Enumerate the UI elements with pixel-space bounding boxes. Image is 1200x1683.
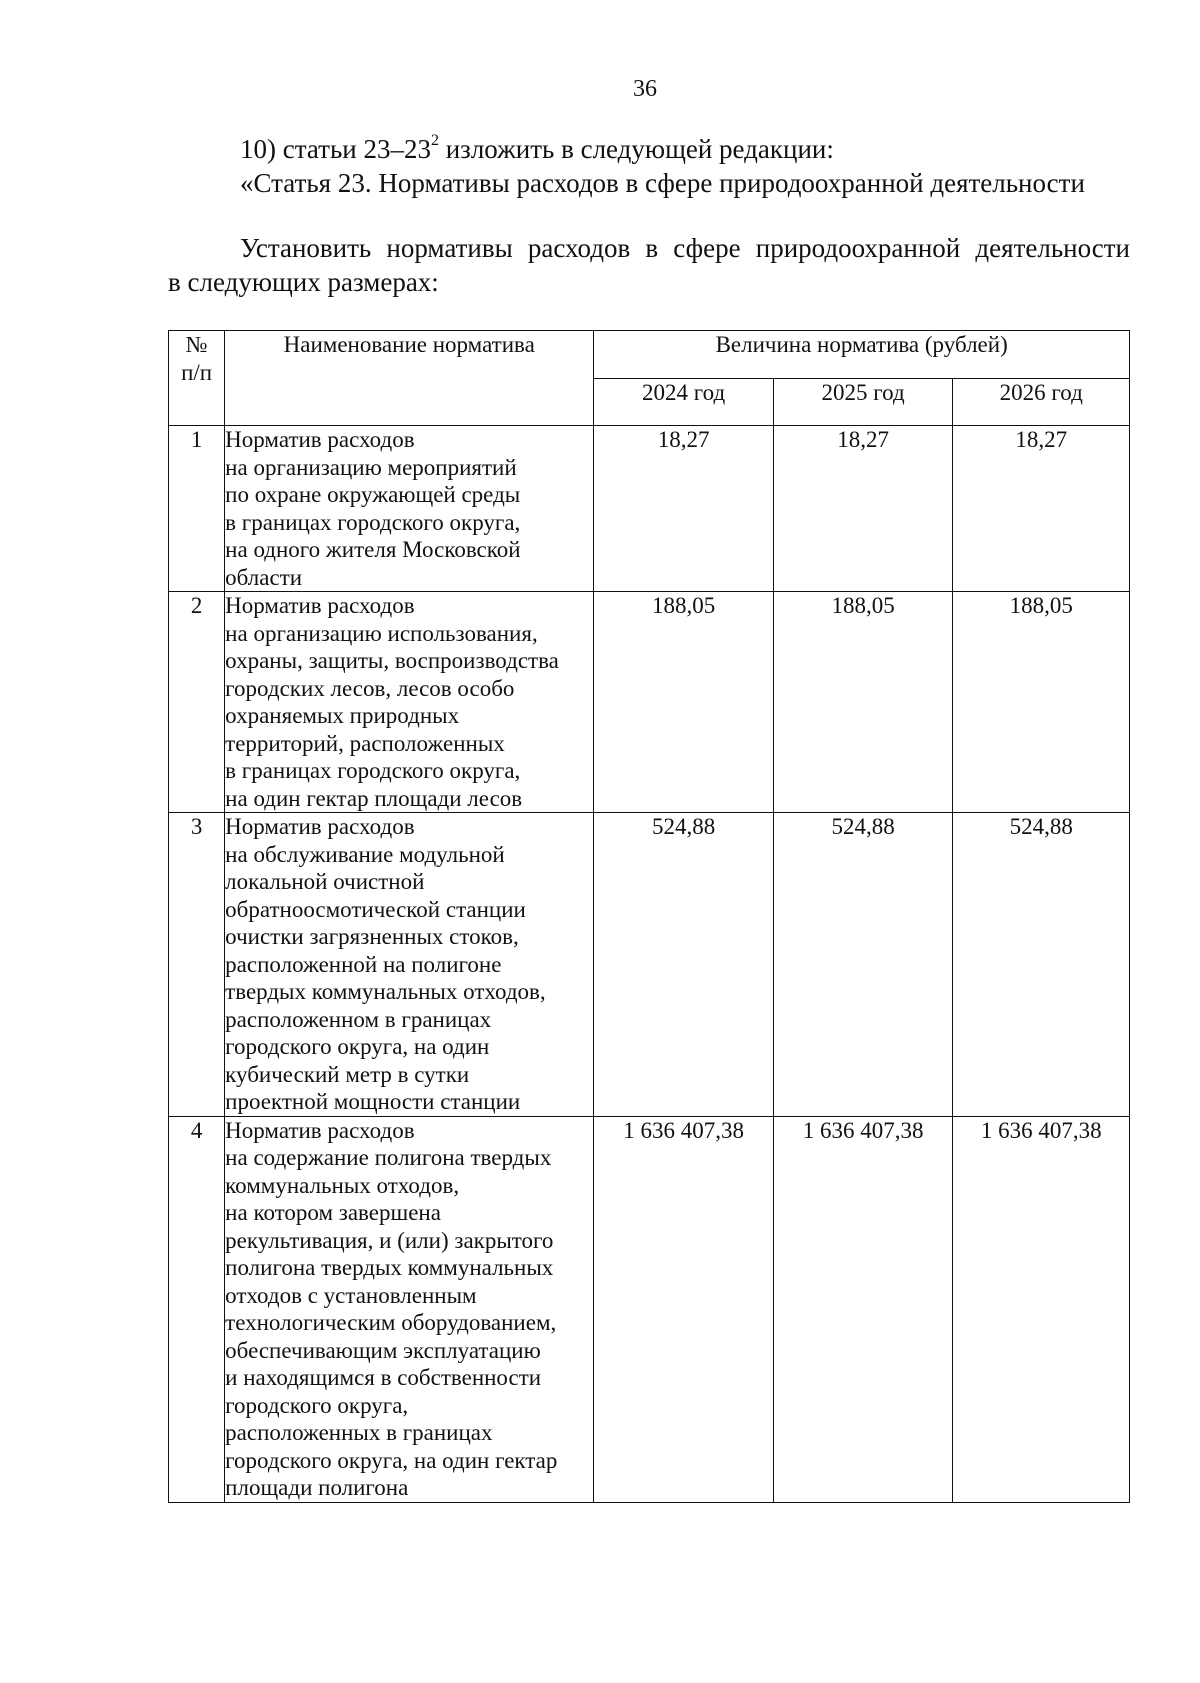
row-value-2024: 18,27 [594,426,774,592]
row-value-2025: 188,05 [773,592,953,813]
row-num: 2 [169,592,225,813]
table-row [169,1116,1130,1502]
header-num-line1: № [185,332,208,357]
table-row [169,813,1130,1117]
row-num: 4 [169,1116,225,1502]
row-name-line: в границах городского округа, [225,509,521,535]
row-name [225,813,594,1117]
amendment-prefix: 10) статьи 23–23 [240,134,431,164]
row-name-line: по охране окружающей среды [225,482,521,507]
row-name-line: очистки загрязненных стоков, [225,924,519,949]
row-name-line: расположенном в границах [225,1006,492,1032]
row-name-line: полигона твердых коммунальных [225,1255,554,1280]
row-value-2024: 524,88 [594,813,774,1117]
row-value-2026: 1 636 407,38 [953,1116,1130,1502]
table-row [169,426,1130,592]
row-name-line: обратноосмотической станции [225,896,526,922]
row-num: 1 [169,426,225,592]
row-name-line: на обслуживание модульной [225,841,505,867]
row-name-line: рекультивация, и (или) закрытого [225,1227,554,1253]
row-name-line: расположенных в границах [225,1420,493,1445]
row-name-line: отходов с установленным [225,1282,477,1308]
row-value-2026: 18,27 [953,426,1130,592]
row-value-2025: 524,88 [773,813,953,1117]
header-num-line2: п/п [181,360,213,385]
amendment-suffix: изложить в следующей редакции: [438,134,834,164]
row-name-line: на организацию использования, [225,620,538,646]
row-name-line: на содержание полигона твердых [225,1145,552,1170]
header-num [169,331,225,426]
header-value-group: Величина норматива (рублей) [594,331,1130,379]
row-name-line: локальной очистной [225,869,425,894]
row-name-line: проектной мощности станции [225,1089,521,1114]
article-title: «Статья 23. Нормативы расходов в сфере природоохранной деятельности [240,168,1085,198]
row-name-line: городского округа, на один [225,1034,490,1059]
row-name [225,592,594,813]
row-value-2024: 1 636 407,38 [594,1116,774,1502]
row-name-line: территорий, расположенных [225,730,505,756]
row-name [225,1116,594,1502]
header-year-2025: 2025 год [773,378,953,426]
row-name-line: твердых коммунальных отходов, [225,979,546,1004]
row-num: 3 [169,813,225,1117]
row-name-line: Норматив расходов [225,593,415,618]
intro-line-1: Установить нормативы расходов в сфере природоохранной деятельности [240,233,1130,263]
row-name [225,426,594,592]
row-name-line: охраняемых природных [225,703,460,728]
row-value-2024: 188,05 [594,592,774,813]
row-name-line: Норматив расходов [225,1117,415,1143]
header-year-2026: 2026 год [953,378,1130,426]
header-year-2024: 2024 год [594,378,774,426]
intro-line-2: в следующих размерах: [168,267,439,297]
row-name-line: в границах городского округа, [225,758,521,783]
page-number: 36 [633,76,657,102]
row-name-line: на одного жителя Московской [225,537,521,562]
table-row [169,592,1130,813]
row-name-line: кубический метр в сутки [225,1061,470,1087]
amendment-superscript: 2 [430,132,439,149]
row-value-2026: 188,05 [953,592,1130,813]
row-name-line: городского округа, [225,1392,409,1418]
row-value-2025: 1 636 407,38 [773,1116,953,1502]
norms-table [168,330,1130,1503]
row-name-line: расположенной на полигоне [225,951,502,977]
row-value-2026: 524,88 [953,813,1130,1117]
row-name-line: коммунальных отходов, [225,1172,460,1198]
header-name: Наименование норматива [225,331,594,426]
row-name-line: городского округа, на один гектар [225,1447,558,1473]
row-name-line: технологическим оборудованием, [225,1310,557,1335]
amendment-line [240,128,834,165]
row-value-2025: 18,27 [773,426,953,592]
row-name-line: площади полигона [225,1475,409,1500]
row-name-line: Норматив расходов [225,427,415,452]
row-name-line: охраны, защиты, воспроизводства [225,648,559,673]
row-name-line: Норматив расходов [225,814,415,839]
row-name-line: на один гектар площади лесов [225,785,523,811]
row-name-line: и находящимся в собственности [225,1365,542,1390]
row-name-line: области [225,564,303,590]
row-name-line: на организацию мероприятий [225,454,517,480]
row-name-line: обеспечивающим эксплуатацию [225,1337,541,1363]
row-name-line: городских лесов, лесов особо [225,675,515,701]
row-name-line: на котором завершена [225,1200,441,1225]
